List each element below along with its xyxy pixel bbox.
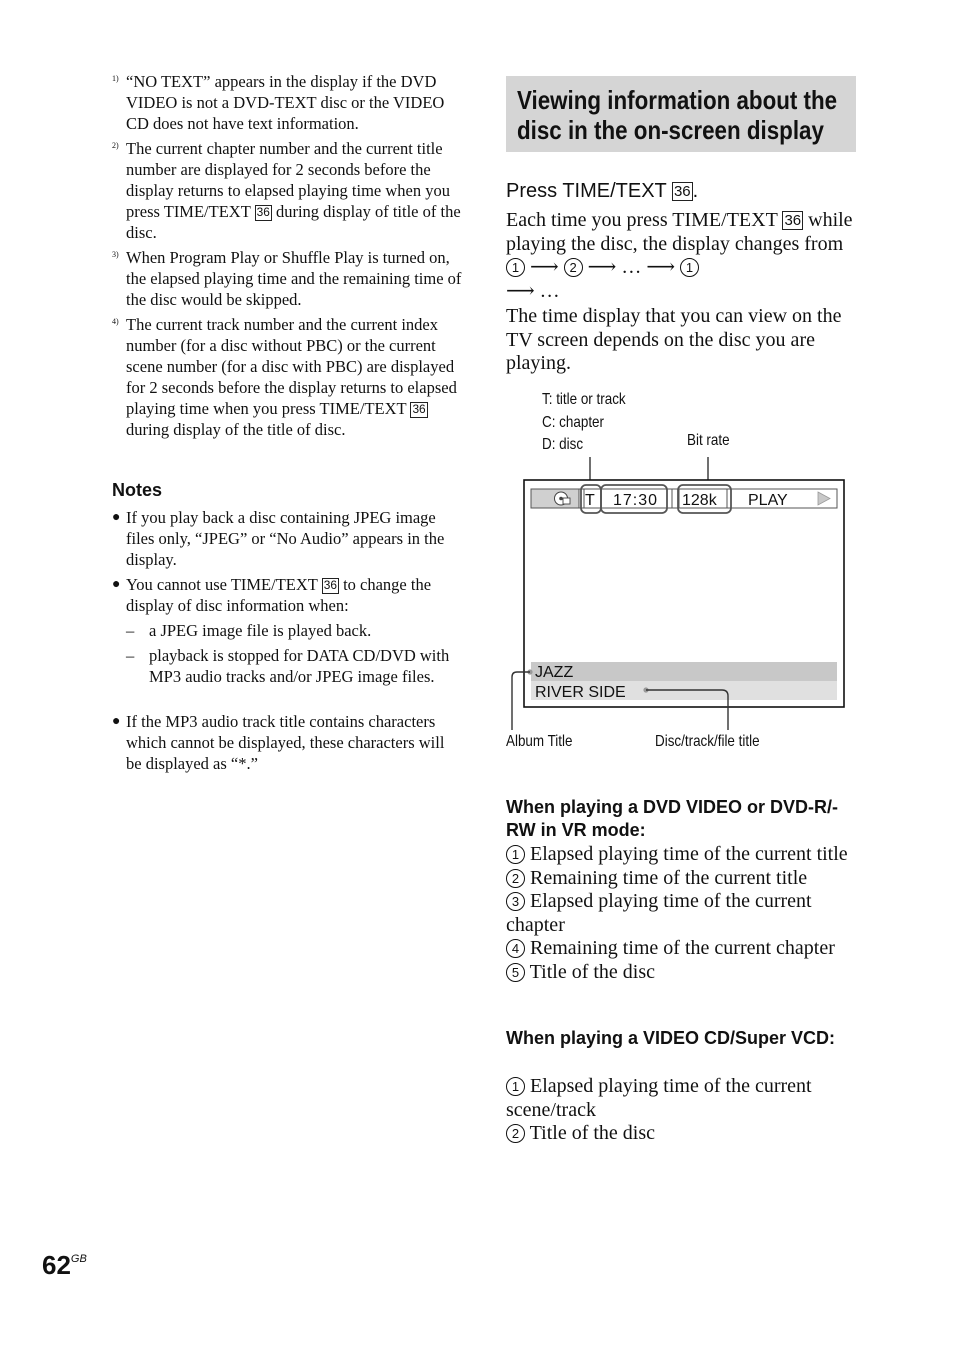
footnote-2: 2) The current chapter number and the current title number are displayed for 2 seconds before the display returns to elapsed playing time when you press TIME/TEXT 36 during display of title of the disc.	[112, 139, 461, 242]
bitrate-value: 128k	[682, 492, 717, 509]
time-text-key-badge: 36	[412, 402, 426, 416]
step-instruction: Press TIME/TEXT 36 .	[506, 180, 699, 202]
step-number-badge: 1	[506, 845, 525, 864]
note-item: ● You cannot use TIME/TEXT 36 to change the display of disc information when:	[112, 575, 432, 615]
bullet-icon: ●	[112, 714, 121, 729]
step-number-badge: 2	[506, 869, 525, 888]
mode-legend: T: title or track C: chapter D: disc	[542, 391, 626, 453]
step-number-badge: 1	[680, 258, 699, 277]
notes-title: Notes	[112, 480, 163, 500]
bitrate-label: Bit rate	[687, 432, 730, 449]
bullet-icon: ●	[112, 510, 121, 525]
list-item: 5 Title of the disc	[506, 961, 858, 985]
display-cycle-paragraph: Each time you press TIME/TEXT 36 while playing the disc, the display changes from 1 ⟶ 2 ⟶ … ⟶ 1 ⟶ …	[506, 209, 853, 302]
step-number-badge: 4	[506, 939, 525, 958]
page-region-suffix: GB	[70, 1253, 87, 1265]
arrow-right-icon: ⟶	[506, 279, 535, 302]
list-item: 3 Elapsed playing time of the current chapter	[506, 890, 812, 936]
list-item: 2 Title of the disc	[506, 1122, 858, 1146]
dvd-subheading: When playing a DVD VIDEO or DVD-R/-RW in VR mode:	[506, 797, 839, 840]
vcd-list	[506, 1075, 858, 1146]
note-item: ● If you play back a disc containing JPEG image files only, “JPEG” or “No Audio” appears in the display.	[112, 508, 445, 569]
note-subitem: – playback is stopped for DATA CD/DVD with MP3 audio tracks and/or JPEG image files.	[126, 646, 450, 686]
step-number-badge: 1	[506, 258, 525, 277]
list-item: 1 Elapsed playing time of the current title	[506, 843, 858, 867]
step-number-badge: 3	[506, 892, 525, 911]
album-title-label: Album Title	[506, 733, 573, 750]
note-subitem: – a JPEG image file is played back.	[126, 621, 372, 640]
footnote-1: 1) “NO TEXT” appears in the display if the DVD VIDEO is not a DVD-TEXT disc or the VIDEO CD does not have text information.	[112, 72, 445, 133]
arrow-right-icon: ⟶	[646, 256, 676, 279]
arrow-right-icon: ⟶	[530, 256, 559, 279]
vcd-subheading: When playing a VIDEO CD/Super VCD:	[506, 1028, 836, 1048]
arrow-right-icon: ⟶	[587, 256, 617, 279]
time-text-key-badge: 36	[323, 578, 337, 592]
step-number-badge: 1	[506, 1077, 525, 1096]
section-heading: Viewing information about the disc in the on-screen display	[506, 76, 856, 152]
list-item: 4 Remaining time of the current chapter	[506, 937, 858, 961]
page-number: $62^{GB}$	[42, 1250, 87, 1280]
note-item: ● If the MP3 audio track title contains characters which cannot be displayed, these characters will be displayed as “*.”	[112, 712, 445, 773]
track-title-value: RIVER SIDE	[535, 684, 626, 701]
step-number-badge: 2	[506, 1124, 525, 1143]
disc-track-file-title-label: Disc/track/file title	[655, 733, 760, 750]
time-text-key-badge: 36	[256, 205, 270, 219]
step-number-badge: 2	[564, 258, 583, 277]
list-item: 2 Remaining time of the current title	[506, 867, 858, 891]
step-number-badge: 5	[506, 963, 525, 982]
footnote-3: 3) When Program Play or Shuffle Play is turned on, the elapsed playing time and the remaining time of the disc would be skipped.	[112, 248, 462, 309]
footnote-4: 4) The current track number and the current index number (for a disc without PBC) or the current scene number (for a disc with PBC) are displayed for 2 seconds before the display returns to elapsed playing time when you press TIME/TEXT 36 during display of the title of disc.	[112, 315, 457, 439]
mode-indicator: T	[585, 492, 595, 509]
album-title-value: JAZZ	[535, 664, 574, 681]
play-status: PLAY	[748, 492, 788, 509]
time-display-paragraph: The time display that you can view on the TV screen depends on the disc you are playing.	[506, 305, 842, 375]
list-item: 1 Elapsed playing time of the current scene/track	[506, 1075, 812, 1121]
dvd-list	[506, 843, 858, 985]
bullet-icon: ●	[112, 577, 121, 592]
time-text-key-badge: 36	[784, 212, 802, 229]
time-text-key-badge: 36	[673, 183, 691, 200]
elapsed-time: 17:30	[613, 492, 659, 509]
